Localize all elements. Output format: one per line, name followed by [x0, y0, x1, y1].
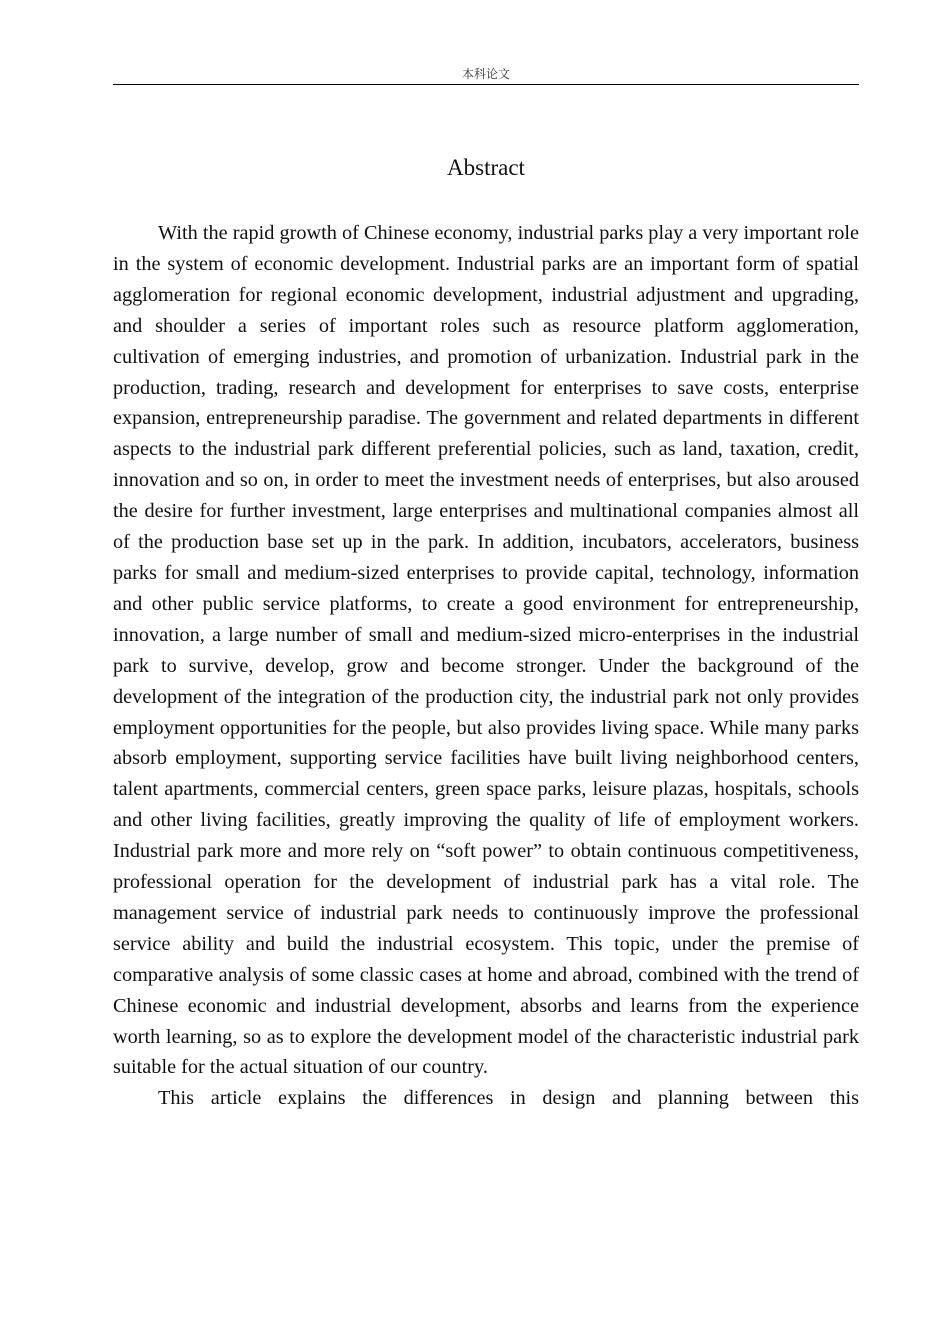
abstract-body [113, 218, 859, 1114]
abstract-title: Abstract [447, 155, 525, 180]
abstract-paragraph-1: With the rapid growth of Chinese economy, industrial parks play a very important role in the system of economic development. Industrial parks are an important form of spatial agglomeration for regional economic development, industrial adjustment and upgrading, and shoulder a series of important roles such as resource platform agglomeration, cultivation of emerging industries, and promotion of urbanization. Industrial park in the production, trading, research and development for enterprises to save costs, enterprise expansion, entrepreneurship paradise. The government and related departments in different aspects to the industrial park different preferential policies, such as land, taxation, credit, innovation and so on, in order to meet the investment needs of enterprises, but also aroused the desire for further investment, large enterprises and multinational companies almost all of the production base set up in the park. In addition, incubators, accelerators, business parks for small and medium-sized enterprises to provide capital, technology, information and other public service platforms, to create a good environment for entrepreneurship, innovation, a large number of small and medium-sized micro-enterprises in the industrial park to survive, develop, grow and become stronger. Under the background of the development of the integration of the production city, the industrial park not only provides employment opportunities for the people, but also provides living space. While many parks absorb employment, supporting service facilities have built living neighborhood centers, talent apartments, commercial centers, green space parks, leisure plazas, hospitals, schools and other living facilities, greatly improving the quality of life of employment workers. Industrial park more and more rely on “soft power” to obtain continuous competitiveness, professional operation for the development of industrial park has a vital role. The management service of industrial park needs to continuously improve the professional service ability and build the industrial ecosystem. This topic, under the premise of comparative analysis of some classic cases at home and abroad, combined with the trend of Chinese economic and industrial development, absorbs and learns from the experience worth learning, so as to explore the development model of the characteristic industrial park suitable for the actual situation of our country. [113, 222, 859, 1079]
abstract-paragraph-2: This article explains the differences in design and planning between this [158, 1087, 859, 1110]
running-header: 本科论文 [113, 64, 859, 85]
